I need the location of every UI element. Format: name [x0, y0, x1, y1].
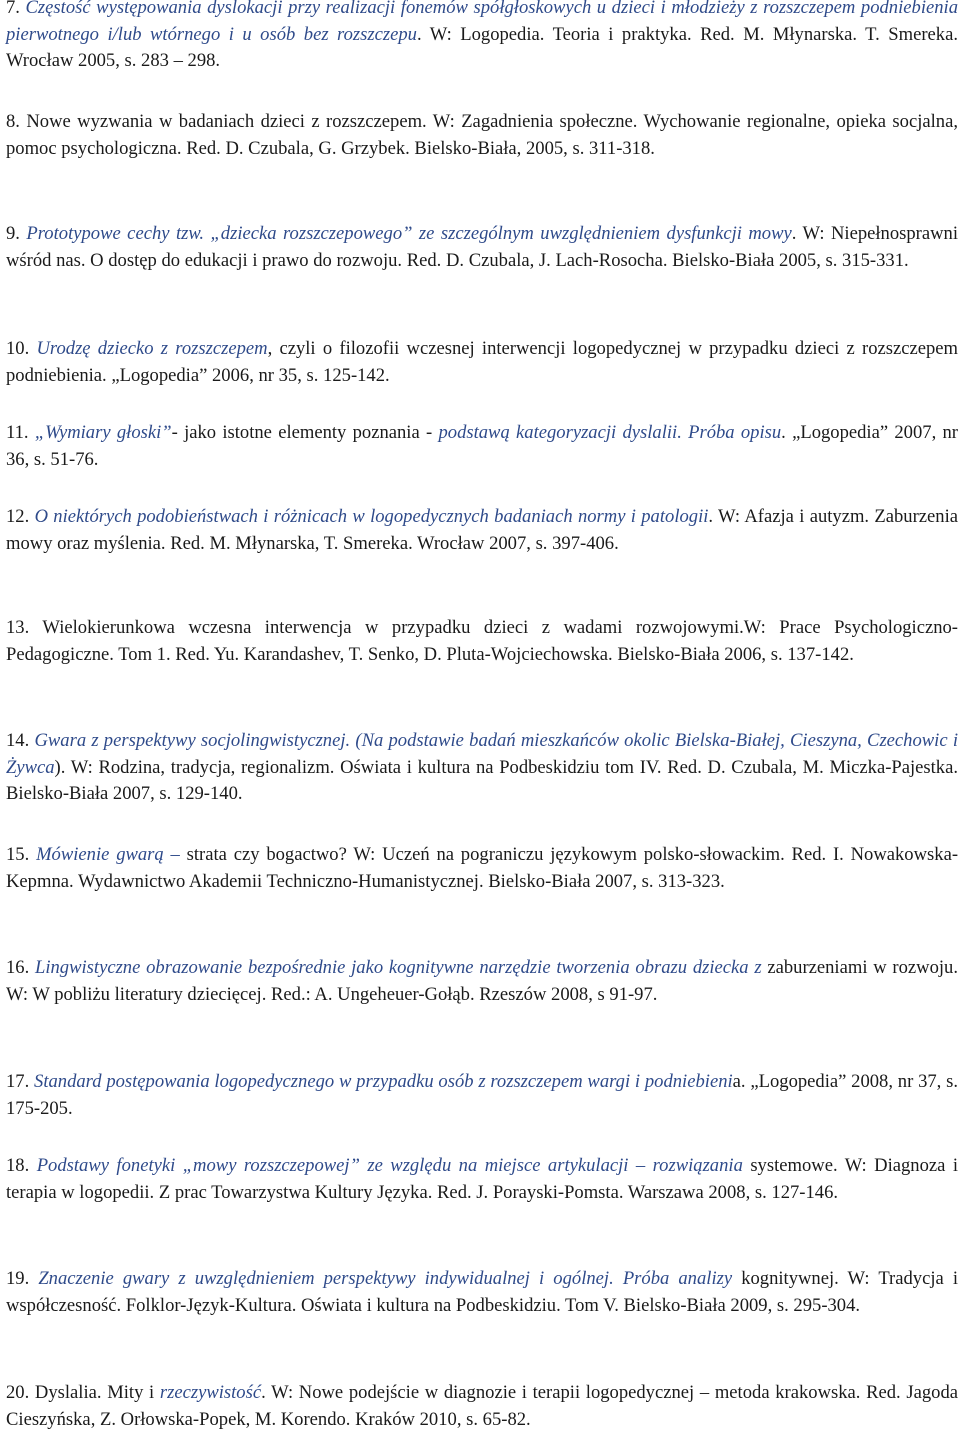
bibliography-entry-12	[6, 504, 958, 557]
entry-title: Lingwistyczne obrazowanie bezpośrednie jako kognitywne narzędzie tworzenia obrazu dziecka z	[35, 957, 768, 978]
entry-title: Znaczenie gwary z uwzględnieniem perspektywy indywidualnej i ogólnej. Próba analizy	[38, 1268, 742, 1289]
entry-source: systemowe. W: Diagnoza i terapia w logopedii. Z prac Towarzystwa Kultury Języka. Red. J. Porayski-Pomsta. Warszawa 2008, s. 127-146.	[6, 1155, 959, 1203]
bibliography-entry-10	[6, 336, 958, 389]
entry-number: 18.	[6, 1155, 37, 1176]
entry-text: Wielokierunkowa wczesna interwencja w przypadku dzieci z wadami rozwojowymi.W: Prace Psychologiczno-Pedagogiczne. Tom 1. Red. Yu. Karandashev, T. Senko, D. Pluta-Wojciechowska. Bielsko-Biała 2006, s. 137-142.	[6, 617, 959, 665]
entry-number: 12.	[6, 506, 35, 527]
entry-title: O niektórych podobieństwach i różnicach w logopedycznych badaniach normy i patologii	[34, 506, 709, 527]
entry-text: - jako istotne elementy poznania -	[171, 422, 439, 443]
entry-number: 14.	[6, 730, 35, 751]
entry-title-italic: rzeczywistość	[159, 1382, 262, 1403]
entry-number: 17.	[6, 1071, 35, 1092]
entry-number: 10.	[6, 338, 37, 359]
bibliography-entry-14	[6, 728, 958, 808]
entry-number: 19.	[6, 1268, 39, 1289]
entry-number: 7.	[6, 0, 26, 18]
entry-number: 11.	[6, 422, 35, 443]
entry-number: 9.	[6, 223, 27, 244]
entry-number: 20.	[6, 1382, 35, 1403]
bibliography-entry-8	[6, 109, 958, 162]
entry-source: ). W: Rodzina, tradycja, regionalizm. Oświata i kultura na Podbeskidziu tom IV. Red. D. Czubala, M. Miczka-Pajestka. Bielsko-Biała 2007, s. 129-140.	[6, 756, 958, 804]
entry-source: kognitywnej. W: Tradycja i współczesność. Folklor-Język-Kultura. Oświata i kultura na Podbeskidziu. Tom V. Bielsko-Biała 2009, s. 295-304.	[6, 1268, 958, 1316]
entry-title: Prototypowe cechy tzw. „dziecka rozszczepowego” ze szczególnym uwzględnieniem dysfunkcji mowy	[26, 223, 792, 244]
entry-subtitle: podstawą kategoryzacji dyslalii. Próba opisu	[438, 422, 782, 443]
entry-number: 15.	[6, 844, 37, 865]
bibliography-entry-11	[6, 420, 958, 473]
entry-title: Dyslalia. Mity i	[34, 1382, 160, 1403]
entry-number: 16.	[6, 957, 35, 978]
entry-title: Urodzę dziecko z rozszczepem	[36, 338, 268, 359]
entry-title: Podstawy fonetyki „mowy rozszczepowej” ze względu na miejsce artykulacji – rozwiązania	[36, 1155, 751, 1176]
entry-source: strata czy bogactwo? W: Uczeń na pograniczu językowym polsko-słowackim. Red. I. Nowakowska-Kepmna. Wydawnictwo Akademii Techniczno-Humanistycznej. Bielsko-Biała 2007, s. 313-323.	[6, 844, 959, 892]
entry-number: 8.	[6, 111, 27, 132]
entry-source: . W: Nowe podejście w diagnozie i terapii logopedycznej – metoda krakowska. Red. Jagoda Cieszyńska, Z. Orłowska-Popek, M. Korendo. Kraków 2010, s. 65-82.	[6, 1382, 959, 1430]
bibliography-entry-9	[6, 221, 958, 274]
entry-source: . W: Logopedia. Teoria i praktyka. Red. M. Młynarska. T. Smereka. Wrocław 2005, s. 283 – 298.	[6, 23, 958, 71]
entry-title: Mówienie gwarą –	[36, 844, 180, 865]
entry-text: Nowe wyzwania w badaniach dzieci z rozszczepem. W: Zagadnienia społeczne. Wychowanie regionalne, opieka socjalna, pomoc psychologiczna. Red. D. Czubala, G. Grzybek. Bielsko-Biała, 2005, s. 311-318.	[6, 111, 958, 159]
bibliography-entry-16	[6, 955, 958, 1008]
entry-title: Gwara z perspektywy socjolingwistycznej. (Na podstawie badań mieszkańców okolic Bielska-Białej, Cieszyna, Czechowic i Żywca	[6, 730, 958, 778]
entry-source: . „Logopedia” 2007, nr 36, s. 51-76.	[6, 422, 958, 470]
entry-title: „Wymiary głoski”	[34, 422, 172, 443]
entry-title: Częstość występowania dyslokacji przy realizacji fonemów spółgłoskowych u dzieci i młodzieży z rozszczepem podniebienia pierwotnego i/lub wtórnego i u osób bez rozszczepu	[6, 0, 958, 45]
bibliography-entry-15	[6, 842, 958, 895]
bibliography-entry-13	[6, 615, 958, 668]
bibliography-entry-20	[6, 1380, 958, 1433]
bibliography-entry-19	[6, 1266, 958, 1319]
entry-source: . W: Niepełnosprawni wśród nas. O dostęp do edukacji i prawo do rozwoju. Red. D. Czubala, J. Lach-Rosocha. Bielsko-Biała 2005, s. 315-331.	[6, 223, 959, 271]
entry-number: 13.	[6, 617, 43, 638]
bibliography-entry-18	[6, 1153, 958, 1206]
entry-source: , czyli o filozofii wczesnej interwencji logopedycznej w przypadku dzieci z rozszczepem podniebienia. „Logopedia” 2006, nr 35, s. 125-142.	[6, 338, 958, 386]
entry-source: . W: Afazja i autyzm. Zaburzenia mowy oraz myślenia. Red. M. Młynarska, T. Smereka. Wrocław 2007, s. 397-406.	[6, 506, 959, 554]
bibliography-entry-17	[6, 1069, 958, 1122]
entry-source: zaburzeniami w rozwoju. W: W pobliżu literatury dziecięcej. Red.: A. Ungeheuer-Gołąb. Rzeszów 2008, s 91-97.	[6, 957, 958, 1005]
entry-source: a. „Logopedia” 2008, nr 37, s. 175-205.	[6, 1071, 958, 1119]
bibliography-entry-7	[6, 0, 958, 75]
entry-title: Standard postępowania logopedycznego w przypadku osób z rozszczepem wargi i podniebieni	[34, 1071, 733, 1092]
